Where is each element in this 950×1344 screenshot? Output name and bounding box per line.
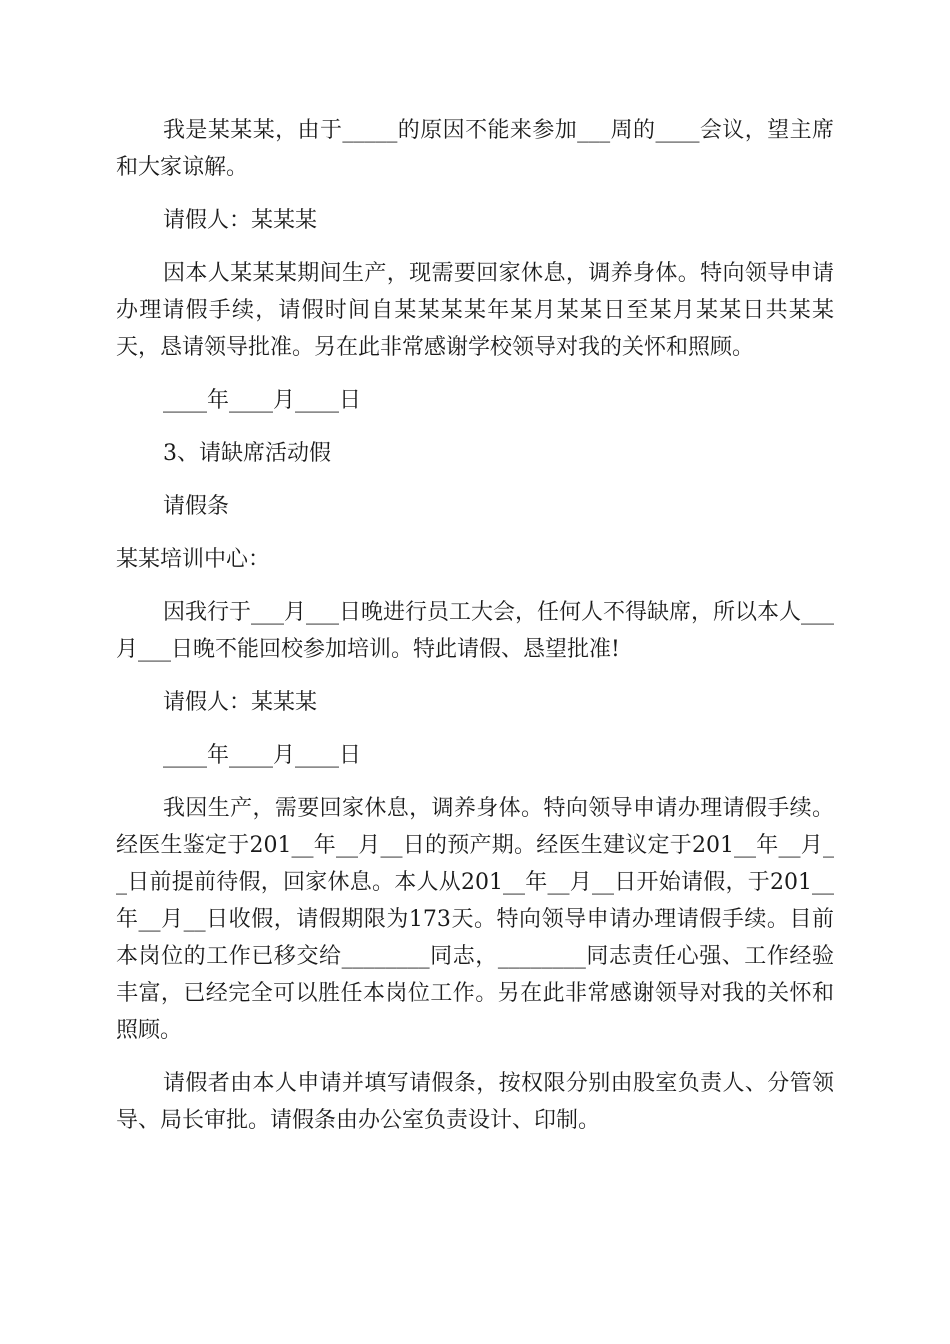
paragraph-note-title: 请假条 (163, 494, 230, 519)
document-body (116, 112, 834, 1155)
paragraph-maternity-details: 我因生产，需要回家休息，调养身体。特向领导申请办理请假手续。经医生鉴定于201__年__月__日的预产期。经医生建议定于201__年__月__日前提前待假，回家休息。本人从201__年__月__日开始请假，于201__年__月__日收假，请假期限为173天。特向领导申请办理请假手续。目前本岗位的工作已移交给________同志，________同志责任心强、工作经验丰富，已经完全可以胜任本岗位工作。另在此非常感谢领导对我的关怀和照顾。 (116, 796, 834, 1043)
paragraph-approval-rules: 请假者由本人申请并填写请假条，按权限分别由股室负责人、分管领导、局长审批。请假条由办公室负责设计、印制。 (116, 1071, 834, 1133)
paragraph-maternity-leave-request: 因本人某某某期间生产，现需要回家休息，调养身体。特向领导申请办理请假手续，请假时间自某某某某年某月某某日至某月某某日共某某天，恳请领导批准。另在此非常感谢学校领导对我的关怀和照顾。 (116, 261, 834, 360)
paragraph-section-heading: 3、请缺席活动假 (163, 441, 331, 466)
paragraph-applicant-2: 请假人：某某某 (163, 690, 318, 715)
paragraph-date-line-2: ____年____月____日 (163, 743, 362, 768)
paragraph-applicant-1: 请假人：某某某 (163, 208, 318, 233)
paragraph-date-line-1: ____年____月____日 (163, 388, 362, 413)
paragraph-training-absence: 因我行于___月___日晚进行员工大会，任何人不得缺席，所以本人___月___日晚不能回校参加培训。特此请假、恳望批准! (116, 600, 835, 662)
paragraph-addressee: 某某培训中心： (116, 547, 271, 572)
paragraph-absence-statement: 我是某某某，由于_____的原因不能来参加___周的____会议，望主席和大家谅解。 (116, 118, 834, 180)
